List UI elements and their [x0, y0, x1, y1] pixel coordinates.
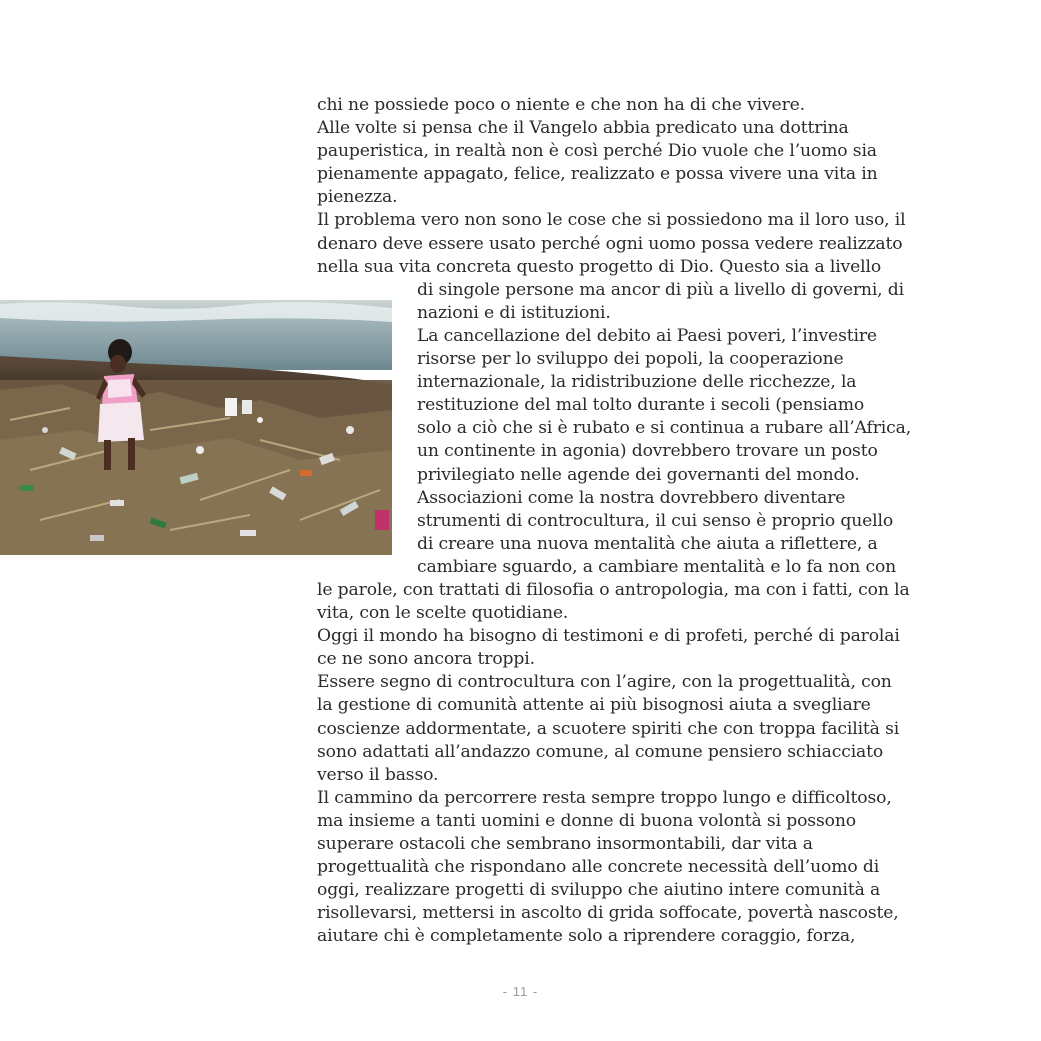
body-text — [317, 94, 947, 948]
text-line: superare ostacoli che sembrano insormontabili, dar vita a — [317, 834, 813, 854]
text-line: progettualità che rispondano alle concrete necessità dell’uomo di — [317, 857, 880, 878]
text-line: sono adattati all’andazzo comune, al comune pensiero schiacciato — [317, 741, 884, 762]
text-line: internazionale, la ridistribuzione delle ricchezze, la — [417, 372, 857, 393]
text-line: un continente in agonia) dovrebbero trovare un posto — [417, 441, 878, 462]
text-line: Essere segno di controcultura con l’agire, con la progettualità, con — [317, 672, 892, 693]
text-line: Il problema vero non sono le cose che si possiedono ma il loro uso, il — [317, 210, 906, 231]
text-line: risorse per lo sviluppo dei popoli, la cooperazione — [417, 349, 844, 370]
text-line: verso il basso. — [317, 764, 439, 785]
text-line: solo a ciò che si è rubato e si continua a rubare all’Africa, — [417, 418, 912, 439]
text-line: restituzione del mal tolto durante i secoli (pensiamo — [417, 395, 865, 416]
text-line: di creare una nuova mentalità che aiuta a riflettere, a — [417, 533, 878, 554]
text-line: vita, con le scelte quotidiane. — [317, 603, 569, 624]
text-line: aiutare chi è completamente solo a riprendere coraggio, forza, — [317, 926, 856, 947]
text-line: ma insieme a tanti uomini e donne di buona volontà si possono — [317, 810, 856, 831]
text-line: privilegiato nelle agende dei governanti del mondo. — [417, 464, 860, 485]
text-line: cambiare sguardo, a cambiare mentalità e lo fa non con — [417, 556, 897, 577]
text-line: chi ne possiede poco o niente e che non ha di che vivere. — [317, 95, 805, 115]
text-line: pauperistica, in realtà non è così perché Dio vuole che l’uomo sia — [317, 141, 877, 162]
text-line: Alle volte si pensa che il Vangelo abbia predicato una dottrina — [317, 118, 849, 139]
text-line: risollevarsi, mettersi in ascolto di grida soffocate, povertà nascoste, — [317, 903, 899, 924]
text-line: le parole, con trattati di filosofia o antropologia, ma con i fatti, con la — [317, 579, 910, 600]
text-line: pienezza. — [317, 187, 398, 208]
text-line: ce ne sono ancora troppi. — [317, 649, 535, 670]
text-line: nazioni e di istituzioni. — [417, 302, 611, 323]
text-line: nella sua vita concreta questo progetto di Dio. Questo sia a livello — [317, 256, 882, 277]
text-line: denaro deve essere usato perché ogni uomo possa vedere realizzato — [317, 233, 903, 254]
text-line: strumenti di controcultura, il cui senso è proprio quello — [417, 510, 894, 531]
page-number: - 11 - — [502, 984, 539, 999]
text-line: coscienze addormentate, a scuotere spiriti che con troppa facilità si — [317, 718, 900, 739]
text-line: Oggi il mondo ha bisogno di testimoni e di profeti, perché di parolai — [317, 626, 900, 647]
text-line: la gestione di comunità attente ai più bisognosi aiuta a svegliare — [317, 695, 871, 716]
text-line: oggi, realizzare progetti di sviluppo che aiutino intere comunità a — [317, 880, 881, 901]
text-line: La cancellazione del debito ai Paesi poveri, l’investire — [417, 325, 877, 346]
text-line: di singole persone ma ancor di più a livello di governi, di — [417, 279, 905, 300]
text-line: Associazioni come la nostra dovrebbero diventare — [417, 487, 846, 508]
text-line: Il cammino da percorrere resta sempre troppo lungo e difficoltoso, — [317, 787, 892, 808]
text-line: pienamente appagato, felice, realizzato e possa vivere una vita in — [317, 164, 878, 185]
